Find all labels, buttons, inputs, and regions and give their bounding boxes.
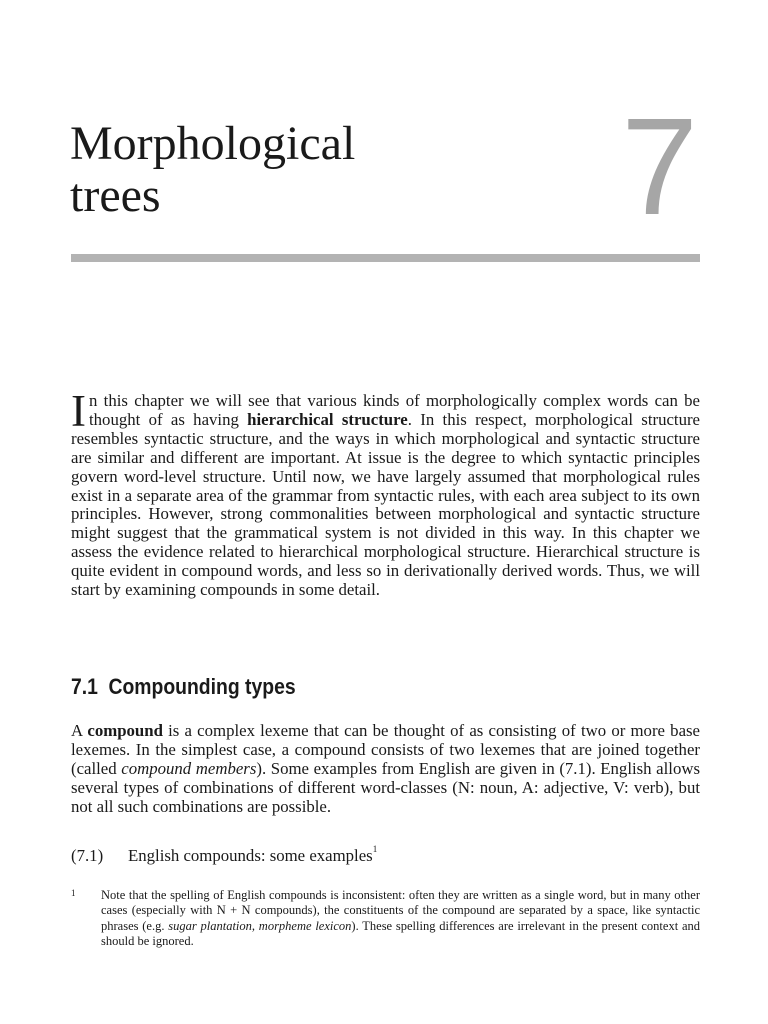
footnote (71, 888, 700, 949)
chapter-title-line2: trees (70, 169, 161, 222)
example-line (71, 844, 377, 866)
chapter-number: 7 (621, 90, 698, 244)
footnote-mark: 1 (71, 888, 76, 898)
footnote-text (101, 888, 700, 949)
para2-italic-term: compound members (121, 758, 257, 778)
footnote-italic-term: sugar plantation, morpheme lexicon (168, 918, 352, 933)
section-number: 7.1 (71, 674, 98, 699)
chapter-title (70, 118, 355, 222)
para2-text-3: ). Some examples from English are given in (7.1). English allows several types of combinations of different word-classes (N: noun, A: adjective, V: verb), but not all such combinations are possible. (71, 758, 700, 816)
example-number: (7.1) (71, 846, 104, 865)
intro-paragraph (71, 386, 701, 600)
drop-cap: I (71, 386, 86, 436)
section-title: Compounding types (108, 674, 296, 699)
para2-bold-term: compound (87, 721, 163, 740)
intro-text-1: n this chapter we will see that various kinds of morphologically complex words can be thought of as having (89, 391, 700, 429)
para2-text-2: is a complex lexeme that can be thought of as consisting of two or more base lexemes. In the simplest case, a compound consists of two lexemes that are joined together (called (71, 721, 700, 778)
para2-text-1: A (71, 721, 88, 740)
footnote-text-2: ). These spelling differences are irrelevant in the present context and should be ignored. (101, 918, 700, 948)
footnote-reference[interactable]: 1 (372, 844, 378, 854)
title-divider (71, 254, 700, 262)
footnote-text-1: Note that the spelling of English compounds is inconsistent: often they are written as a single word, but in many other cases (especially with N + N compounds), the constituents of the compound are separated by a space, like syntactic phrases (e.g. (101, 888, 700, 933)
intro-bold-term: hierarchical structure (247, 409, 408, 429)
intro-text-2: . In this respect, morphological structure resembles syntactic structure, and the ways in which morphological and syntactic structure are similar and different are important. At issue is the degree to which syntactic principles govern word-level structure. Until now, we have largely assumed that morphological rules exist in a separate area of the grammar from syntactic rules, with each area subject to its own principles. However, strong commonalities between morphological and syntactic structure might suggest that the grammatical system is not divided in this way. In this chapter we assess the evidence related to hierarchical morphological structure. Hierarchical structure is quite evident in compound words, and less so in derivationally derived words. Thus, we will start by examining compounds in some detail. (71, 409, 701, 600)
chapter-title-line1: Morphological (70, 117, 356, 170)
example-caption: English compounds: some examples (128, 846, 373, 865)
section-heading (71, 674, 296, 700)
compound-paragraph (71, 722, 700, 817)
